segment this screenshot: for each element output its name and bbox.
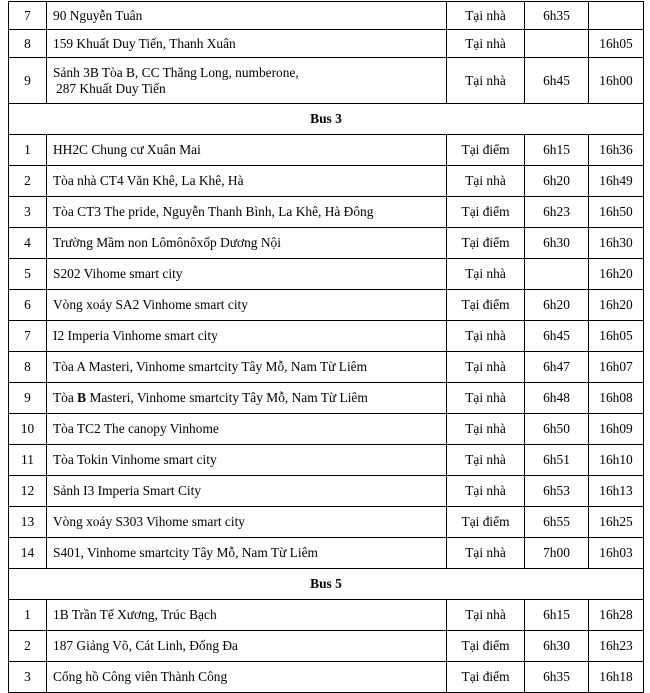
- stop-row: [9, 476, 644, 507]
- address-line-1: S202 Vihome smart city: [53, 266, 183, 281]
- morning-time: 6h45: [525, 58, 589, 104]
- address-line-1: Tòa nhà CT4 Văn Khê, La Khê, Hà: [53, 173, 244, 188]
- afternoon-time: 16h03: [589, 538, 644, 569]
- stop-address: [47, 2, 447, 30]
- stop-row: [9, 507, 644, 538]
- morning-time: 6h35: [525, 662, 589, 693]
- stop-number: 8: [9, 30, 47, 58]
- pickup-type: Tại nhà: [447, 321, 525, 352]
- pickup-type: Tại điểm: [447, 290, 525, 321]
- stop-number: 7: [9, 2, 47, 30]
- morning-time: 6h35: [525, 2, 589, 30]
- stop-number: 5: [9, 259, 47, 290]
- morning-time: 6h45: [525, 321, 589, 352]
- pickup-type: Tại điểm: [447, 228, 525, 259]
- stop-row: [9, 290, 644, 321]
- stop-row: [9, 228, 644, 259]
- schedule-body: [9, 2, 644, 693]
- address-line-1: Vòng xoáy S303 Vihome smart city: [53, 514, 245, 529]
- morning-time: 6h20: [525, 166, 589, 197]
- pickup-type: Tại nhà: [447, 538, 525, 569]
- address-line-2: 287 Khuất Duy Tiến: [56, 80, 166, 96]
- stop-row: [9, 2, 644, 30]
- morning-time: [525, 30, 589, 58]
- stop-address: [47, 135, 447, 166]
- pickup-type: Tại điểm: [447, 507, 525, 538]
- stop-address: [47, 662, 447, 693]
- stop-row: [9, 352, 644, 383]
- morning-time: 6h48: [525, 383, 589, 414]
- morning-time: 6h15: [525, 600, 589, 631]
- afternoon-time: 16h07: [589, 352, 644, 383]
- stop-address: [47, 507, 447, 538]
- stop-row: [9, 166, 644, 197]
- pickup-type: Tại nhà: [447, 58, 525, 104]
- address-line-1: Tòa A Masteri, Vinhome smartcity Tây Mỗ, Nam Từ Liêm: [53, 359, 368, 374]
- stop-address: [47, 197, 447, 228]
- afternoon-time: 16h00: [589, 58, 644, 104]
- afternoon-time: 16h50: [589, 197, 644, 228]
- stop-address: [47, 352, 447, 383]
- afternoon-time: 16h20: [589, 290, 644, 321]
- stop-number: 7: [9, 321, 47, 352]
- bus-group-title: Bus 3: [9, 104, 644, 135]
- morning-time: 6h50: [525, 414, 589, 445]
- stop-row: [9, 321, 644, 352]
- stop-address: [47, 445, 447, 476]
- afternoon-time: 16h10: [589, 445, 644, 476]
- morning-time: 6h51: [525, 445, 589, 476]
- stop-row: [9, 600, 644, 631]
- stop-number: 8: [9, 352, 47, 383]
- stop-number: 4: [9, 228, 47, 259]
- pickup-type: Tại nhà: [447, 30, 525, 58]
- pickup-type: Tại điểm: [447, 135, 525, 166]
- stop-number: 1: [9, 135, 47, 166]
- pickup-type: Tại nhà: [447, 352, 525, 383]
- address-line-1: Tòa Tokin Vinhome smart city: [53, 452, 217, 467]
- address-line-1: S401, Vinhome smartcity Tây Mỗ, Nam Từ Liêm: [53, 545, 318, 560]
- address-bold-part: B: [77, 390, 87, 405]
- stop-row: [9, 538, 644, 569]
- pickup-type: Tại nhà: [447, 383, 525, 414]
- stop-row: [9, 58, 644, 104]
- stop-address: [47, 321, 447, 352]
- morning-time: 6h15: [525, 135, 589, 166]
- stop-address: [47, 383, 447, 414]
- stop-row: [9, 414, 644, 445]
- bus-group-title: Bus 5: [9, 569, 644, 600]
- pickup-type: Tại nhà: [447, 2, 525, 30]
- morning-time: 6h30: [525, 631, 589, 662]
- morning-time: 6h53: [525, 476, 589, 507]
- pickup-type: Tại điểm: [447, 631, 525, 662]
- address-prefix: Tòa: [53, 390, 78, 405]
- morning-time: 7h00: [525, 538, 589, 569]
- stop-row: [9, 197, 644, 228]
- afternoon-time: 16h36: [589, 135, 644, 166]
- afternoon-time: [589, 2, 644, 30]
- stop-address: [47, 290, 447, 321]
- stop-number: 9: [9, 58, 47, 104]
- morning-time: 6h47: [525, 352, 589, 383]
- stop-row: [9, 30, 644, 58]
- address-line-1: Vòng xoáy SA2 Vinhome smart city: [53, 297, 248, 312]
- stop-number: 11: [9, 445, 47, 476]
- pickup-type: Tại nhà: [447, 166, 525, 197]
- address-line-1: Cổng hồ Công viên Thành Công: [53, 669, 228, 684]
- stop-address: [47, 58, 447, 104]
- bus-group-header: [9, 569, 644, 600]
- afternoon-time: 16h28: [589, 600, 644, 631]
- pickup-type: Tại điểm: [447, 662, 525, 693]
- stop-address: [47, 476, 447, 507]
- pickup-type: Tại điểm: [447, 197, 525, 228]
- pickup-type: Tại nhà: [447, 259, 525, 290]
- stop-address: [47, 30, 447, 58]
- afternoon-time: 16h30: [589, 228, 644, 259]
- afternoon-time: 16h09: [589, 414, 644, 445]
- address-line-1: Sảnh I3 Imperia Smart City: [53, 483, 202, 498]
- afternoon-time: 16h18: [589, 662, 644, 693]
- stop-address: [47, 259, 447, 290]
- stop-number: 3: [9, 662, 47, 693]
- address-line-1: 187 Giảng Võ, Cát Linh, Đống Đa: [53, 638, 238, 653]
- stop-number: 10: [9, 414, 47, 445]
- address-line-1: 1B Trần Tế Xương, Trúc Bạch: [53, 607, 217, 622]
- afternoon-time: 16h08: [589, 383, 644, 414]
- stop-row: [9, 259, 644, 290]
- stop-number: 14: [9, 538, 47, 569]
- address-line-1: Tòa CT3 The pride, Nguyễn Thanh Bình, La Khê, Hà Đông: [53, 204, 374, 219]
- pickup-type: Tại nhà: [447, 476, 525, 507]
- pickup-type: Tại nhà: [447, 414, 525, 445]
- stop-number: 3: [9, 197, 47, 228]
- morning-time: 6h30: [525, 228, 589, 259]
- afternoon-time: 16h20: [589, 259, 644, 290]
- stop-row: [9, 135, 644, 166]
- stop-address: [47, 538, 447, 569]
- afternoon-time: 16h05: [589, 321, 644, 352]
- address-line-1: HH2C Chung cư Xuân Mai: [53, 142, 201, 157]
- stop-number: 9: [9, 383, 47, 414]
- stop-address: [47, 631, 447, 662]
- address-line-1: 159 Khuất Duy Tiến, Thanh Xuân: [53, 35, 236, 51]
- stop-row: [9, 631, 644, 662]
- address-line-1: Tòa TC2 The canopy Vinhome: [53, 421, 219, 436]
- morning-time: 6h20: [525, 290, 589, 321]
- stop-address: [47, 600, 447, 631]
- afternoon-time: 16h13: [589, 476, 644, 507]
- afternoon-time: 16h23: [589, 631, 644, 662]
- stop-number: 1: [9, 600, 47, 631]
- address-line-1: Sảnh 3B Tòa B, CC Thăng Long, numberone,: [53, 64, 299, 80]
- stop-row: [9, 445, 644, 476]
- morning-time: [525, 259, 589, 290]
- pickup-type: Tại nhà: [447, 600, 525, 631]
- stop-address: [47, 228, 447, 259]
- pickup-type: Tại nhà: [447, 445, 525, 476]
- stop-number: 2: [9, 631, 47, 662]
- stop-row: [9, 383, 644, 414]
- afternoon-time: 16h49: [589, 166, 644, 197]
- address-line-1: 90 Nguyễn Tuân: [53, 7, 143, 23]
- morning-time: 6h23: [525, 197, 589, 228]
- stop-number: 6: [9, 290, 47, 321]
- afternoon-time: 16h05: [589, 30, 644, 58]
- address-line-1: Trường Mầm non Lômônôxốp Dương Nội: [53, 235, 281, 250]
- stop-number: 13: [9, 507, 47, 538]
- morning-time: 6h55: [525, 507, 589, 538]
- stop-address: [47, 166, 447, 197]
- afternoon-time: 16h25: [589, 507, 644, 538]
- bus-group-header: [9, 104, 644, 135]
- stop-address: [47, 414, 447, 445]
- stop-number: 2: [9, 166, 47, 197]
- bus-schedule-table: [8, 1, 644, 693]
- address-line-1: I2 Imperia Vinhome smart city: [53, 328, 218, 343]
- stop-number: 12: [9, 476, 47, 507]
- stop-row: [9, 662, 644, 693]
- address-suffix: Masteri, Vinhome smartcity Tây Mỗ, Nam Từ Liêm: [86, 390, 368, 405]
